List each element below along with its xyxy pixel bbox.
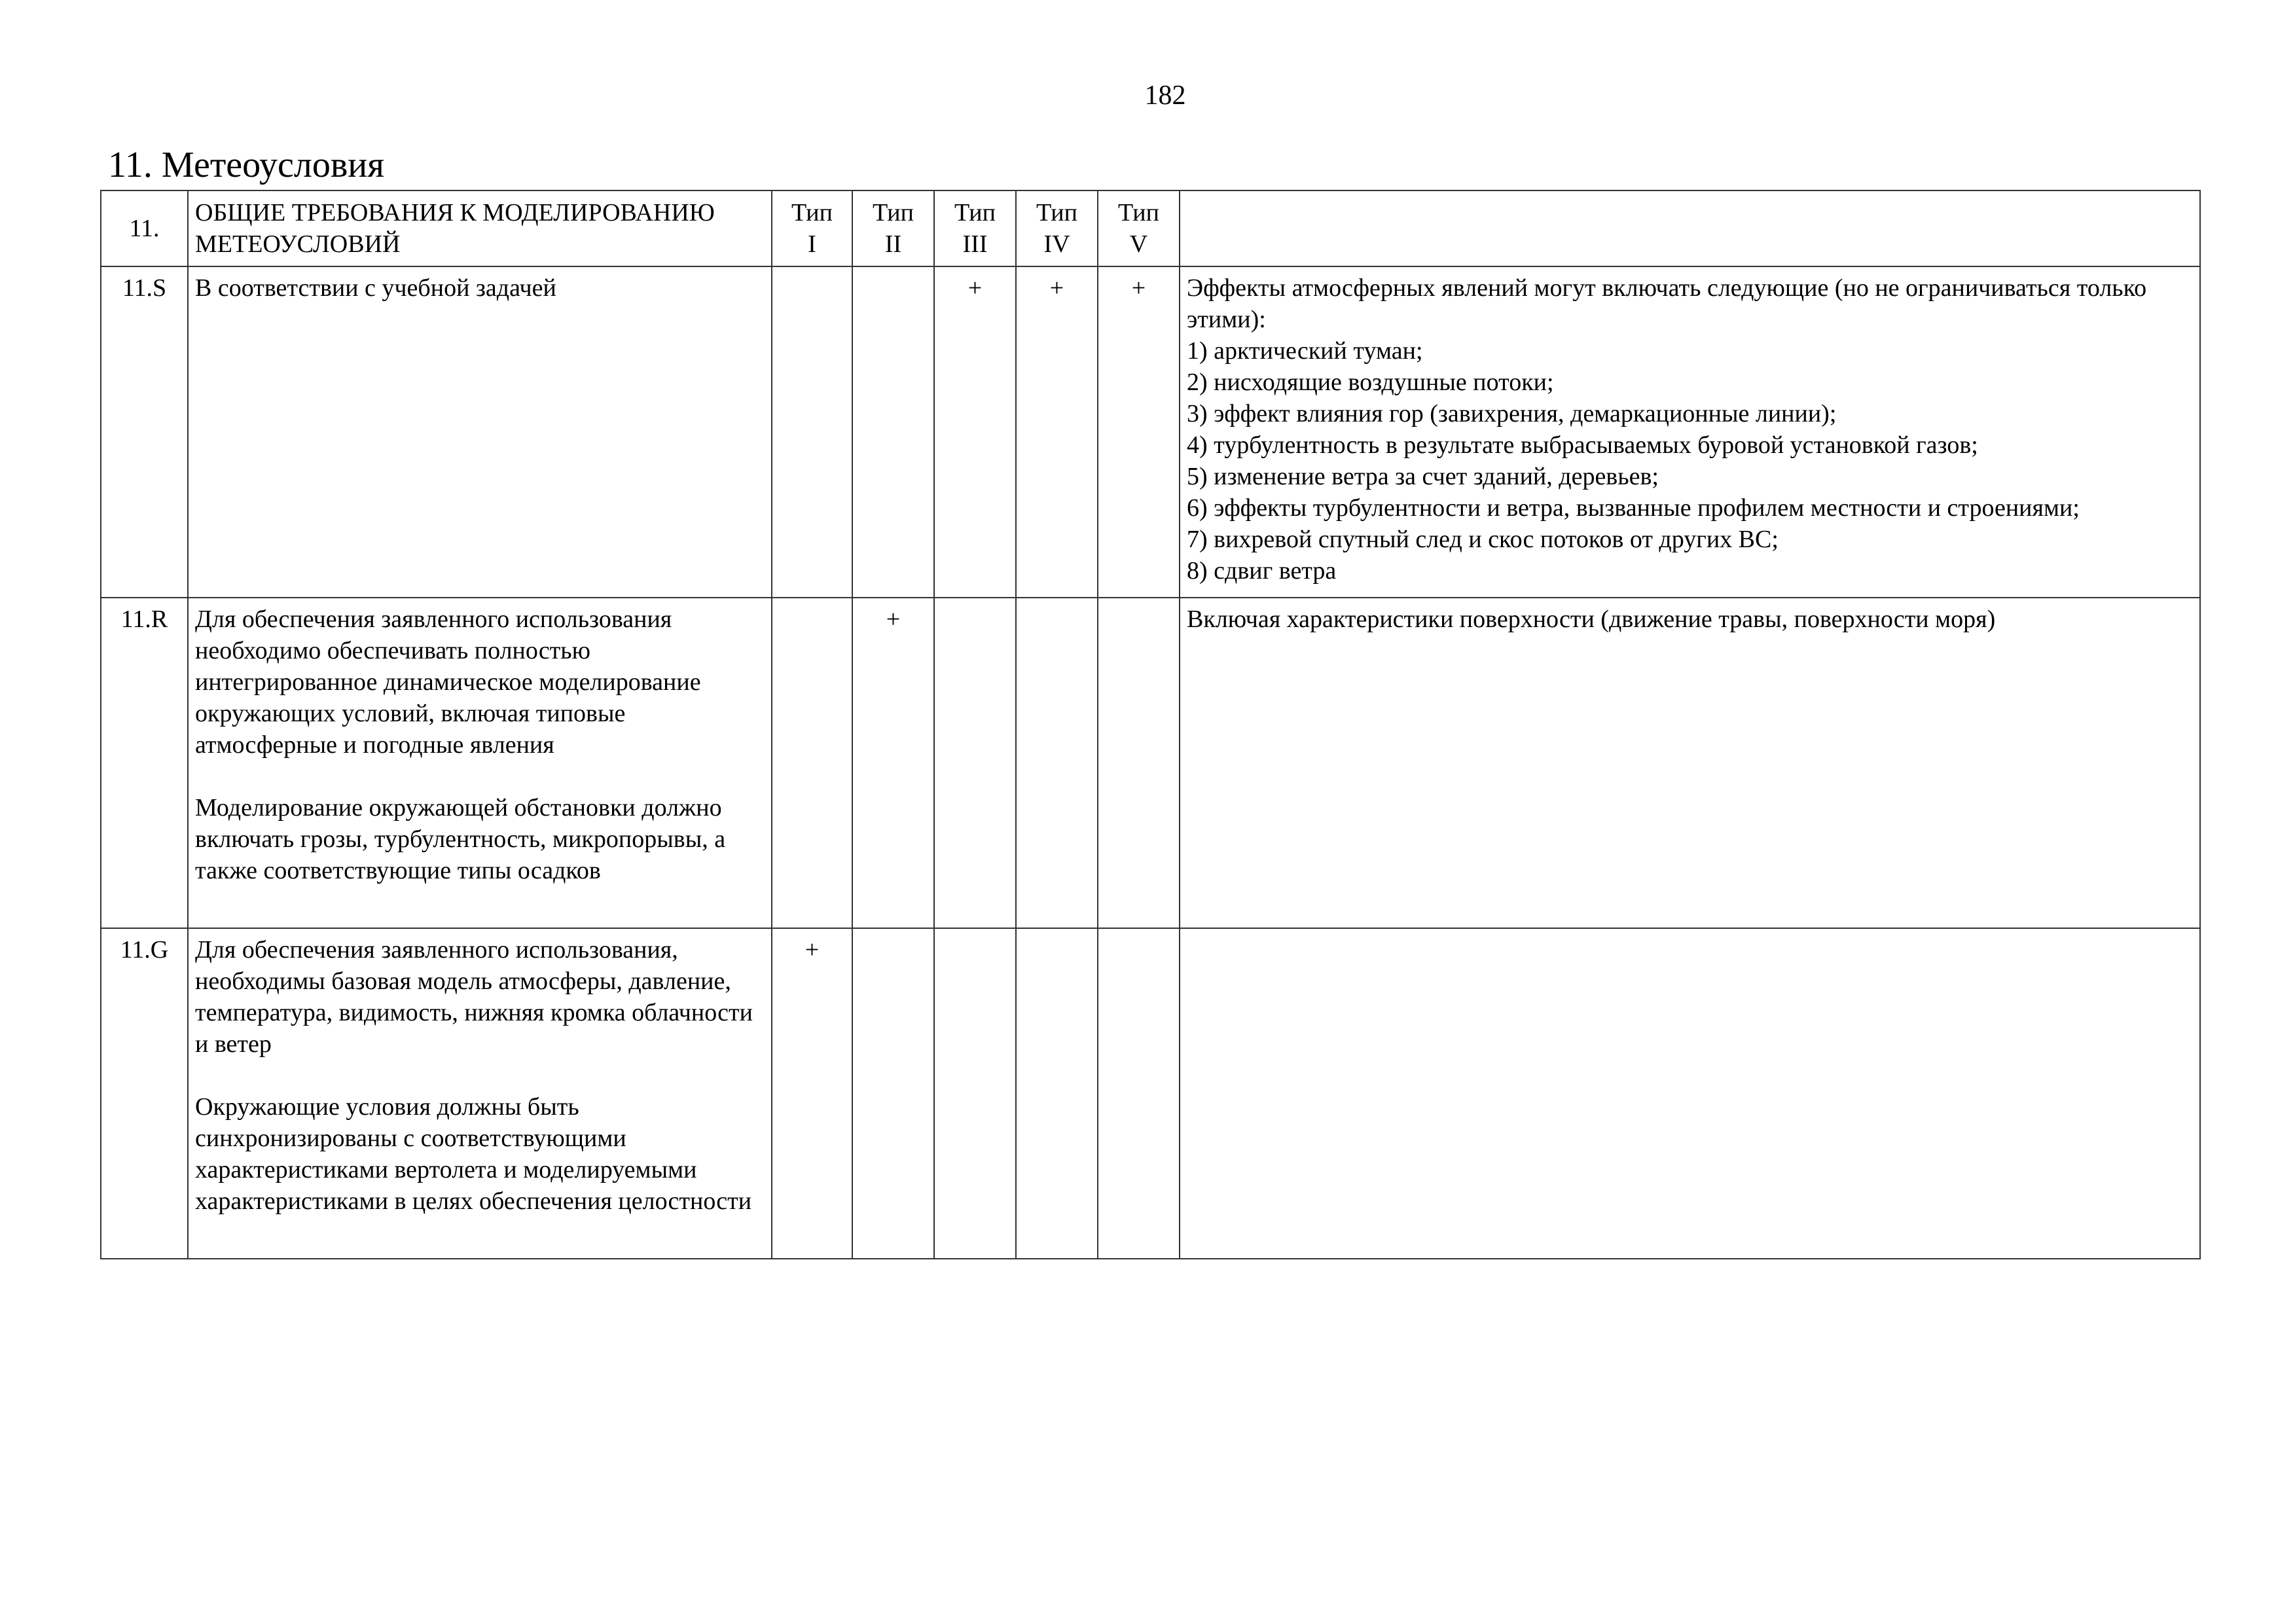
type-4-mark bbox=[1016, 928, 1098, 1259]
type-5-mark bbox=[1098, 928, 1180, 1259]
type-2-mark: + bbox=[852, 598, 934, 928]
type-5-mark: + bbox=[1098, 266, 1180, 598]
type-3-mark: + bbox=[934, 266, 1016, 598]
requirement-cell bbox=[188, 266, 772, 598]
requirement-paragraph: Окружающие условия должны быть синхронизированы с соответствующими характеристиками вертолета и моделируемыми характеристиками в целях обеспечения целостности bbox=[195, 1093, 752, 1215]
page-number: 182 bbox=[1144, 81, 1186, 111]
header-title: ОБЩИЕ ТРЕБОВАНИЯ К МОДЕЛИРОВАНИЮ МЕТЕОУСЛОВИЙ bbox=[188, 190, 772, 266]
requirement-paragraph: Для обеспечения заявленного использования, необходимы базовая модель атмосферы, давление, температура, видимость, нижняя кромка облачности и ветер bbox=[195, 936, 753, 1058]
header-type-5 bbox=[1098, 190, 1180, 266]
note-line: 1) арктический туман; bbox=[1187, 337, 1423, 365]
type-roman: III bbox=[962, 230, 988, 258]
requirement-paragraph: В соответствии с учебной задачей bbox=[195, 274, 556, 302]
notes-cell bbox=[1180, 598, 2200, 928]
type-1-mark bbox=[772, 598, 852, 928]
type-roman: V bbox=[1129, 230, 1148, 258]
requirement-paragraph: Моделирование окружающей обстановки должно включать грозы, турбулентность, микропорывы, а также соответствующие типы осадков bbox=[195, 794, 726, 884]
note-line: 2) нисходящие воздушные потоки; bbox=[1187, 369, 1554, 396]
notes-cell bbox=[1180, 928, 2200, 1259]
requirement-cell bbox=[188, 598, 772, 928]
type-label: Тип bbox=[1036, 199, 1077, 226]
note-line: 5) изменение ветра за счет зданий, деревьев; bbox=[1187, 463, 1659, 490]
note-line: 6) эффекты турбулентности и ветра, вызванные профилем местности и строениями; bbox=[1187, 494, 2080, 522]
note-line: Включая характеристики поверхности (движение травы, поверхности моря) bbox=[1187, 605, 1996, 633]
type-1-mark bbox=[772, 266, 852, 598]
row-id: 11.S bbox=[101, 266, 188, 598]
note-line: 7) вихревой спутный след и скос потоков от других ВС; bbox=[1187, 526, 1779, 553]
note-line: 3) эффект влияния гор (завихрения, демаркационные линии); bbox=[1187, 400, 1837, 427]
notes-cell bbox=[1180, 266, 2200, 598]
header-number: 11. bbox=[101, 190, 188, 266]
requirement-paragraph: Для обеспечения заявленного использования необходимо обеспечивать полностью интегрированное динамическое моделирование окружающих условий, включая типовые атмосферные и погодные явления bbox=[195, 605, 701, 759]
type-3-mark bbox=[934, 928, 1016, 1259]
type-4-mark: + bbox=[1016, 266, 1098, 598]
note-line: Эффекты атмосферных явлений могут включать следующие (но не ограничиваться только этими): bbox=[1187, 274, 2147, 333]
type-2-mark bbox=[852, 928, 934, 1259]
type-label: Тип bbox=[873, 199, 914, 226]
header-notes bbox=[1180, 190, 2200, 266]
row-id: 11.R bbox=[101, 598, 188, 928]
header-type-1 bbox=[772, 190, 852, 266]
type-roman: IV bbox=[1043, 230, 1070, 258]
table-row bbox=[101, 266, 2200, 598]
note-line: 8) сдвиг ветра bbox=[1187, 557, 1337, 585]
type-label: Тип bbox=[954, 199, 996, 226]
type-5-mark bbox=[1098, 598, 1180, 928]
type-label: Тип bbox=[1118, 199, 1159, 226]
row-id: 11.G bbox=[101, 928, 188, 1259]
type-1-mark: + bbox=[772, 928, 852, 1259]
table-row bbox=[101, 928, 2200, 1259]
type-label: Тип bbox=[791, 199, 833, 226]
requirements-table bbox=[100, 190, 2201, 1259]
header-type-2 bbox=[852, 190, 934, 266]
type-roman: II bbox=[884, 230, 902, 258]
header-type-4 bbox=[1016, 190, 1098, 266]
section-title: 11. Метеоусловия bbox=[108, 145, 384, 185]
type-3-mark bbox=[934, 598, 1016, 928]
type-roman: I bbox=[808, 230, 816, 258]
table-row bbox=[101, 598, 2200, 928]
type-4-mark bbox=[1016, 598, 1098, 928]
type-2-mark bbox=[852, 266, 934, 598]
note-line: 4) турбулентность в результате выбрасываемых буровой установкой газов; bbox=[1187, 431, 1978, 459]
requirement-cell bbox=[188, 928, 772, 1259]
table-header-row bbox=[101, 190, 2200, 266]
header-type-3 bbox=[934, 190, 1016, 266]
